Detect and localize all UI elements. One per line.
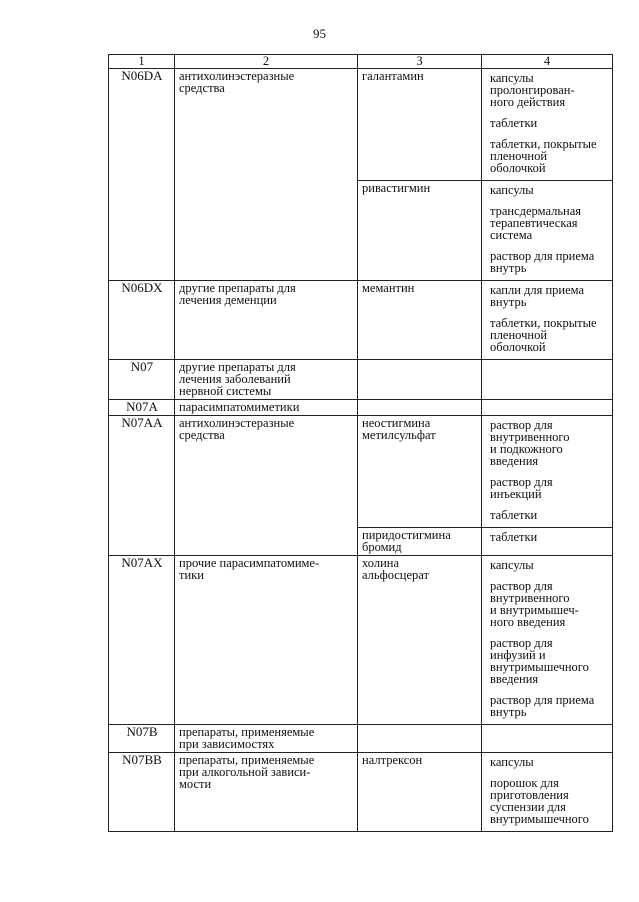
- atc-group-name-cell: [175, 360, 358, 400]
- dosage-form-line: терапевтическая: [490, 216, 578, 230]
- atc-code: N07B: [126, 724, 158, 739]
- dosage-form-line: трансдермальная: [490, 204, 582, 218]
- drug-name-cell: [358, 725, 482, 753]
- atc-group-name-line: парасимпатомиметики: [179, 400, 300, 414]
- dosage-form-line: ного действия: [490, 95, 566, 109]
- atc-code-cell: [109, 725, 175, 753]
- drug-name-line: бромид: [362, 540, 402, 554]
- dosage-form-line: ного введения: [490, 615, 566, 629]
- atc-group-name-cell: [175, 725, 358, 753]
- drug-registry-table: [108, 54, 613, 832]
- drug-name-cell: [358, 753, 482, 832]
- dosage-form-line: приготовления: [490, 788, 569, 802]
- atc-group-name-line: прочие парасимпатомиме-: [179, 556, 320, 570]
- drug-name-line: налтрексон: [362, 753, 423, 767]
- table-body: [109, 69, 613, 832]
- atc-group-name-cell: [175, 69, 358, 281]
- dosage-form: [486, 182, 609, 200]
- dosage-form-line: система: [490, 228, 533, 242]
- dosage-form-line: инъекций: [490, 487, 542, 501]
- drug-name-line: пиридостигмина: [362, 528, 451, 542]
- atc-code-cell: [109, 416, 175, 556]
- atc-group-name-line: другие препараты для: [179, 281, 296, 295]
- atc-code-cell: [109, 281, 175, 360]
- atc-group-name-cell: [175, 753, 358, 832]
- atc-code: N06DX: [121, 280, 163, 295]
- dosage-form-line: раствор для приема: [490, 693, 595, 707]
- dosage-form-line: таблетки, покрытые: [490, 137, 597, 151]
- dosage-form-line: раствор для: [490, 418, 553, 432]
- dosage-form: [486, 417, 609, 471]
- header-row: [109, 55, 613, 69]
- atc-code-cell: [109, 69, 175, 281]
- table-header: [109, 55, 613, 69]
- dosage-form-line: внутрь: [490, 295, 527, 309]
- dosage-form-line: капсулы: [490, 558, 534, 572]
- dosage-form: [486, 529, 609, 547]
- dosage-form-line: таблетки, покрытые: [490, 316, 597, 330]
- dosage-form-line: капли для приема: [490, 283, 585, 297]
- atc-group-name-line: лечения деменции: [179, 293, 277, 307]
- dosage-form-line: пролонгирован-: [490, 83, 575, 97]
- dosage-form-line: раствор для приема: [490, 249, 595, 263]
- drug-name-line: мемантин: [362, 281, 415, 295]
- atc-code: N06DA: [121, 68, 163, 83]
- atc-code: N07: [130, 359, 154, 374]
- dosage-form-line: внутримышечного: [490, 812, 589, 826]
- table-row: [109, 753, 613, 832]
- dosage-form-line: раствор для: [490, 475, 553, 489]
- table-row: [109, 725, 613, 753]
- dosage-form: [486, 575, 609, 632]
- dosage-forms-cell: [482, 528, 613, 556]
- dosage-form-line: инфузий и: [490, 648, 546, 662]
- dosage-form: [486, 632, 609, 689]
- dosage-form: [486, 504, 609, 525]
- drug-name-cell: [358, 181, 482, 281]
- dosage-form: [486, 471, 609, 504]
- dosage-form-line: оболочкой: [490, 340, 546, 354]
- atc-group-name-line: препараты, применяемые: [179, 725, 315, 739]
- dosage-form: [486, 754, 609, 772]
- column-header-4: 4: [482, 55, 613, 69]
- atc-code: N07A: [126, 399, 158, 414]
- atc-group-name-line: средства: [179, 428, 225, 442]
- table-row: [109, 556, 613, 725]
- atc-group-name-line: при зависимостях: [179, 737, 275, 751]
- dosage-form-line: внутривенного: [490, 591, 570, 605]
- dosage-form: [486, 312, 609, 357]
- dosage-form-line: оболочкой: [490, 161, 546, 175]
- page-number: 95: [313, 26, 326, 41]
- dosage-form: [486, 200, 609, 245]
- atc-code-cell: [109, 400, 175, 416]
- drug-name-cell: [358, 281, 482, 360]
- dosage-form: [486, 70, 609, 112]
- dosage-forms-cell: [482, 400, 613, 416]
- column-header-3: 3: [358, 55, 482, 69]
- dosage-form-line: пленочной: [490, 149, 548, 163]
- dosage-forms-cell: [482, 753, 613, 832]
- dosage-form-line: раствор для: [490, 579, 553, 593]
- drug-name-cell: [358, 360, 482, 400]
- table-row: [109, 400, 613, 416]
- dosage-form-line: порошок для: [490, 776, 559, 790]
- dosage-form-line: внутрь: [490, 261, 527, 275]
- dosage-form-line: капсулы: [490, 71, 534, 85]
- atc-code: N07AA: [121, 415, 163, 430]
- dosage-form-line: раствор для: [490, 636, 553, 650]
- dosage-form-line: таблетки: [490, 116, 538, 130]
- table-row: [109, 281, 613, 360]
- dosage-form-line: введения: [490, 672, 539, 686]
- dosage-form: [486, 557, 609, 575]
- atc-code-cell: [109, 753, 175, 832]
- table-row: [109, 69, 613, 181]
- dosage-form-line: суспензии для: [490, 800, 566, 814]
- atc-group-name-line: средства: [179, 81, 225, 95]
- atc-group-name-cell: [175, 556, 358, 725]
- dosage-forms-cell: [482, 360, 613, 400]
- atc-group-name-cell: [175, 281, 358, 360]
- dosage-forms-cell: [482, 69, 613, 181]
- dosage-forms-cell: [482, 556, 613, 725]
- dosage-form-line: капсулы: [490, 755, 534, 769]
- dosage-form-line: внутрь: [490, 705, 527, 719]
- atc-code-cell: [109, 556, 175, 725]
- atc-group-name-cell: [175, 416, 358, 556]
- dosage-form-line: капсулы: [490, 183, 534, 197]
- table-row: [109, 360, 613, 400]
- drug-name-line: галантамин: [362, 69, 424, 83]
- atc-group-name-line: антихолинэстеразные: [179, 69, 295, 83]
- atc-group-name-line: мости: [179, 777, 212, 791]
- dosage-forms-cell: [482, 281, 613, 360]
- drug-name-cell: [358, 416, 482, 528]
- dosage-form: [486, 772, 609, 829]
- column-header-2: 2: [175, 55, 358, 69]
- dosage-form: [486, 133, 609, 178]
- column-header-1: 1: [109, 55, 175, 69]
- dosage-forms-cell: [482, 181, 613, 281]
- drug-name-line: альфосцерат: [362, 568, 429, 582]
- atc-group-name-line: другие препараты для: [179, 360, 296, 374]
- dosage-forms-cell: [482, 416, 613, 528]
- dosage-form-line: и внутримышеч-: [490, 603, 579, 617]
- dosage-form-line: внутримышечного: [490, 660, 589, 674]
- drug-name-line: ривастигмин: [362, 181, 431, 195]
- drug-name-line: метилсульфат: [362, 428, 436, 442]
- dosage-form-line: введения: [490, 454, 539, 468]
- dosage-form: [486, 689, 609, 722]
- atc-group-name-line: тики: [179, 568, 204, 582]
- dosage-form: [486, 112, 609, 133]
- atc-group-name-line: при алкогольной зависи-: [179, 765, 311, 779]
- drug-name-cell: [358, 69, 482, 181]
- dosage-forms-cell: [482, 725, 613, 753]
- drug-name-line: неостигмина: [362, 416, 431, 430]
- dosage-form-line: и подкожного: [490, 442, 563, 456]
- atc-group-name-line: препараты, применяемые: [179, 753, 315, 767]
- atc-code-cell: [109, 360, 175, 400]
- drug-name-cell: [358, 528, 482, 556]
- dosage-form: [486, 282, 609, 312]
- atc-code: N07BB: [122, 752, 162, 767]
- atc-group-name-line: лечения заболеваний: [179, 372, 291, 386]
- dosage-form: [486, 245, 609, 278]
- drug-name-cell: [358, 556, 482, 725]
- dosage-form-line: внутривенного: [490, 430, 570, 444]
- dosage-form-line: таблетки: [490, 508, 538, 522]
- atc-group-name-line: антихолинэстеразные: [179, 416, 295, 430]
- atc-group-name-line: нервной системы: [179, 384, 272, 398]
- drug-name-line: холина: [362, 556, 400, 570]
- dosage-form-line: пленочной: [490, 328, 548, 342]
- atc-group-name-cell: [175, 400, 358, 416]
- table-row: [109, 416, 613, 528]
- dosage-form-line: таблетки: [490, 530, 538, 544]
- drug-name-cell: [358, 400, 482, 416]
- atc-code: N07AX: [121, 555, 163, 570]
